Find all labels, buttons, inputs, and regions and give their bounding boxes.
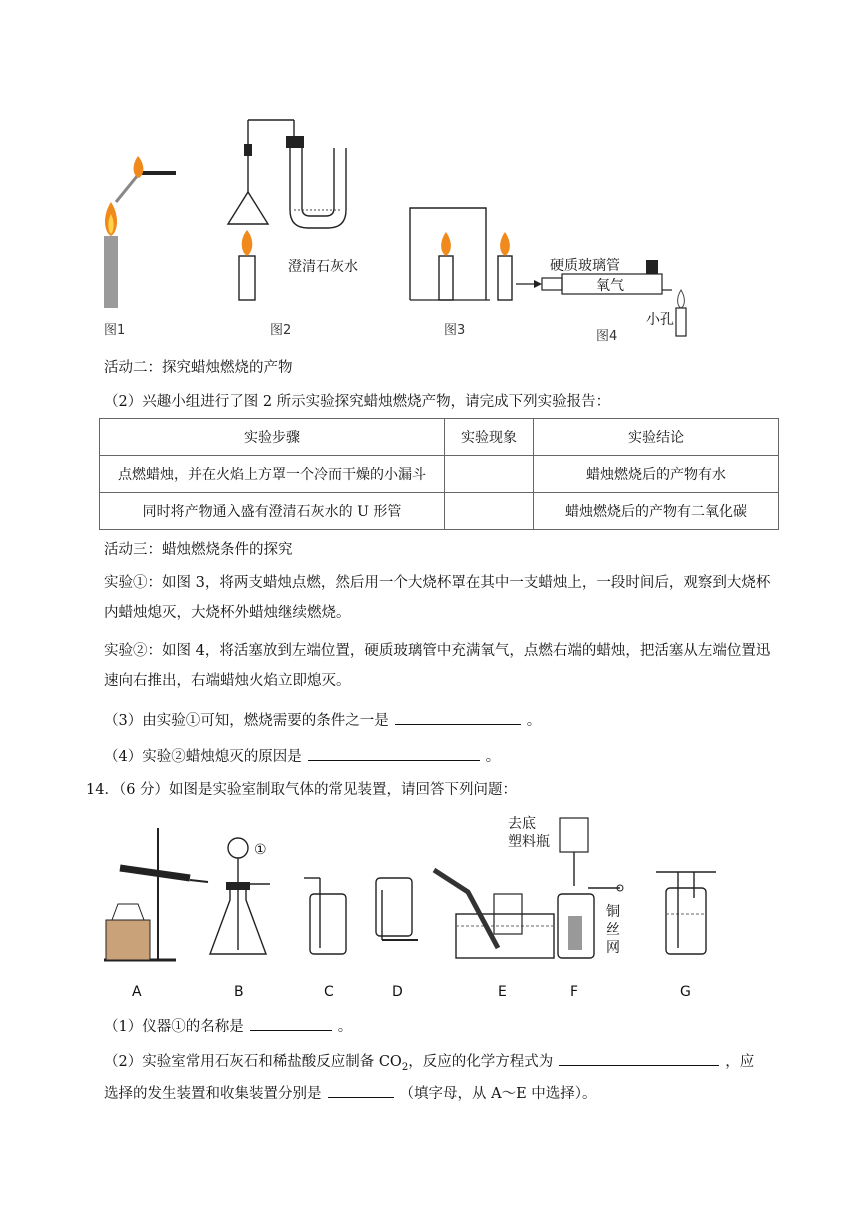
candle-icon <box>498 256 512 300</box>
cell-step: 点燃蜡烛，并在火焰上方罩一个冷而干燥的小漏斗 <box>100 456 445 493</box>
small-hole-label: 小孔 <box>646 312 674 328</box>
answer-blank[interactable] <box>559 1051 719 1066</box>
oxygen-label: 氧气 <box>596 278 624 294</box>
answer-blank[interactable] <box>250 1016 332 1031</box>
experiment-1-text: 实验①：如图 3，将两支蜡烛点燃，然后用一个大烧杯罩在其中一支蜡烛上，一段时间后，观察到大烧杯内蜡烛熄灭，大烧杯外蜡烛继续燃烧。 <box>104 575 771 621</box>
apparatus-f <box>508 815 623 1000</box>
copper-mesh-label: 网 <box>606 940 620 956</box>
plastic-bottle-icon <box>560 818 588 852</box>
figure-4 <box>516 257 686 344</box>
activity2-question: （2）兴趣小组进行了图 2 所示实验探究蜡烛燃烧产物，请完成下列实验报告： <box>104 394 611 410</box>
q14-question-2: （2）实验室常用石灰石和稀盐酸反应制备 $CO_2$，反应的化学方程式为 ，应 <box>104 1051 754 1078</box>
water-trough-icon <box>456 914 554 958</box>
copper-mesh-label: 铜 <box>606 904 620 920</box>
answer-blank[interactable] <box>308 746 480 761</box>
figure-caption: 图4 <box>596 329 618 344</box>
apparatus-e <box>434 870 554 1000</box>
apparatus-d <box>376 878 418 1000</box>
funnel-bulb-icon <box>228 838 248 858</box>
table-row <box>100 456 779 493</box>
copper-mesh-label: 丝 <box>606 922 620 938</box>
apparatus-letter: B <box>234 984 244 1000</box>
plastic-bottle-label: 塑料瓶 <box>508 834 550 850</box>
header-conclusion: 实验结论 <box>534 419 779 456</box>
candle-icon <box>676 308 686 336</box>
figure-1 <box>104 156 176 338</box>
cell-phenomenon[interactable] <box>445 456 534 493</box>
question-4: （4）实验②蜡烛熄灭的原因是 。 <box>104 746 500 767</box>
apparatus-letter: E <box>498 984 507 1000</box>
answer-blank[interactable] <box>328 1083 394 1098</box>
cell-phenomenon[interactable] <box>445 493 534 530</box>
figure-2 <box>228 120 358 338</box>
candle-icon <box>439 256 453 300</box>
funnel-icon <box>228 192 268 224</box>
flame-icon <box>500 232 510 256</box>
apparatus-letter: G <box>680 984 691 1000</box>
q14-question-2-line2: 选择的发生装置和收集装置分别是 （填字母，从 A～E 中选择）。 <box>104 1083 597 1104</box>
bottomless-label: 去底 <box>508 816 536 832</box>
figure-3 <box>410 208 512 338</box>
apparatus-letter: C <box>324 984 334 1000</box>
question-14-stem: 14．（6 分）如图是实验室制取气体的常见装置，请回答下列问题： <box>86 782 518 798</box>
table-row <box>100 493 779 530</box>
figure-caption: 图1 <box>104 323 126 338</box>
candle-icon <box>239 256 255 300</box>
flame-icon <box>441 232 451 256</box>
experiment-2-text: 实验②：如图 4，将活塞放到左端位置，硬质玻璃管中充满氧气，点燃右端的蜡烛，把活塞从左端位置迅速向右推出，右端蜡烛火焰立即熄灭。 <box>104 643 771 689</box>
apparatus-letter: A <box>132 984 142 1000</box>
flame-icon <box>242 230 253 256</box>
cell-step: 同时将产物通入盛有澄清石灰水的 U 形管 <box>100 493 445 530</box>
header-phenomenon: 实验现象 <box>445 419 534 456</box>
flame-icon <box>134 156 144 178</box>
glass-tube-label: 硬质玻璃管 <box>550 258 620 274</box>
apparatus-letter: D <box>392 984 403 1000</box>
experiment-report-table <box>99 418 779 530</box>
apparatus-c <box>304 878 346 1000</box>
candle-rod <box>104 236 118 308</box>
apparatus-figure <box>98 808 738 1008</box>
q14-question-1: （1）仪器①的名称是 。 <box>104 1016 352 1037</box>
figure-caption: 图2 <box>270 323 292 338</box>
figure-caption: 图3 <box>444 323 466 338</box>
limewater-label: 澄清石灰水 <box>288 259 358 275</box>
apparatus-letter: F <box>570 984 579 1000</box>
answer-blank[interactable] <box>395 710 521 725</box>
marker-label: ① <box>254 842 267 858</box>
apparatus-b <box>210 838 270 1000</box>
bottle-icon <box>666 888 706 954</box>
activity2-title: 活动二：探究蜡烛燃烧的产物 <box>104 360 293 376</box>
apparatus-g <box>656 872 716 1000</box>
activity3-title: 活动三：蜡烛燃烧条件的探究 <box>104 542 293 558</box>
header-step: 实验步骤 <box>100 419 445 456</box>
candle-figures <box>98 110 758 350</box>
bottle-icon <box>310 894 346 954</box>
question-3: （3）由实验①可知，燃烧需要的条件之一是 。 <box>104 710 541 731</box>
cell-conclusion: 蜡烛燃烧后的产物有二氧化碳 <box>534 493 779 530</box>
apparatus-a <box>104 828 208 1000</box>
table-header-row <box>100 419 779 456</box>
cell-conclusion: 蜡烛燃烧后的产物有水 <box>534 456 779 493</box>
